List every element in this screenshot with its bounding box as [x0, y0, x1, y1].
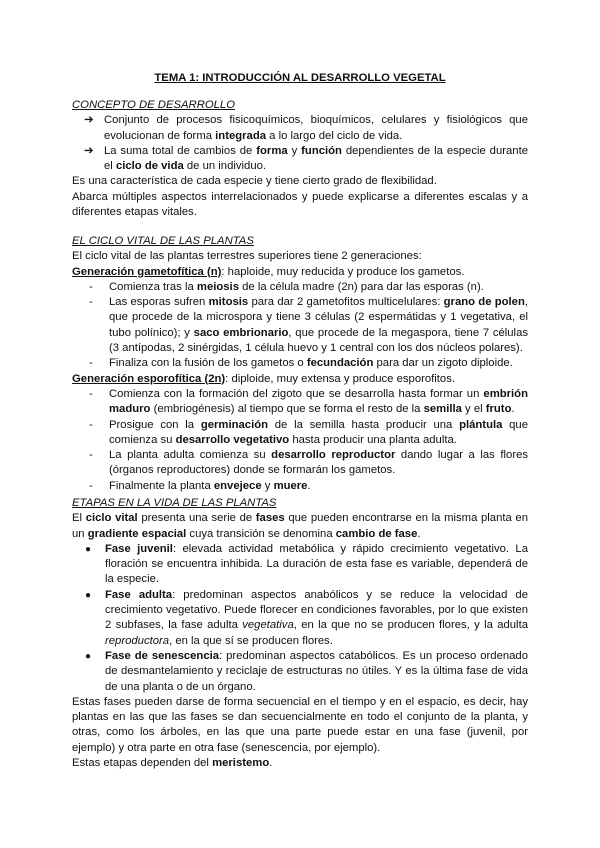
arrow-icon: ➔	[84, 144, 94, 157]
dash-item: - Finalmente la planta envejece y muere.	[89, 479, 311, 492]
section-heading: CONCEPTO DE DESARROLLO	[72, 99, 236, 111]
paragraph: Estas fases pueden darse de forma secuencial en el tiempo y en el espacio, es decir, hay plantas en las que las fases se dan secuencialmente en todo el conjunto de la planta, y otras, como los árboles, en las que una parte puede estar en una fase (juvenil, por ejemplo) y otra parte en otra fase (senescencia, por ejemplo).	[72, 695, 528, 754]
section-heading: ETAPAS EN LA VIDA DE LAS PLANTAS	[72, 497, 277, 509]
paragraph: El ciclo vital de las plantas terrestres superiores tiene 2 generaciones:	[72, 250, 422, 263]
dash-item: - Prosigue con la germinación de la semilla hasta producir una plántula que comienza su desarrollo vegetativo hasta producir una planta adulta.	[89, 418, 528, 446]
paragraph: Es una característica de cada especie y tiene cierto grado de flexibilidad.	[72, 175, 437, 188]
generation-line: Generación esporofítica (2n): diploide, muy extensa y produce esporofitos.	[72, 372, 456, 385]
bullet-item: ● Fase de senescencia: predominan aspectos catabólicos. Es un proceso ordenado de desmantelamiento y reciclaje de estructuras no útiles. Y es la última fase de vida de una planta o de un órgano.	[85, 649, 528, 695]
bullet-icon: ●	[85, 650, 92, 662]
section-heading: EL CICLO VITAL DE LAS PLANTAS	[72, 235, 254, 247]
arrow-item	[84, 144, 528, 175]
arrow-item-text: Conjunto de procesos fisicoquímicos, bioquímicos, celulares y fisiológicos que evolucionan de forma integrada a lo largo del ciclo de vida.	[104, 114, 528, 142]
generation-line: Generación gametofítica (n): haploide, muy reducida y produce los gametos.	[72, 265, 465, 278]
section-etapas	[72, 496, 528, 771]
dash-item: - Comienza tras la meiosis de la célula madre (2n) para dar las esporas (n).	[89, 280, 484, 293]
bullet-icon: ●	[85, 543, 92, 555]
dash-item: - La planta adulta comienza su desarrollo reproductor dando lugar a las flores (órganos reproductores) donde se formarán los gametos.	[89, 449, 529, 477]
section-ciclo-vital	[72, 234, 528, 494]
arrow-icon: ➔	[84, 114, 94, 127]
dash-item: - Comienza con la formación del zigoto que se desarrolla hasta formar un embrión maduro (embriogénesis) al tiempo que se forma el resto de la semilla y el fruto.	[89, 387, 528, 416]
dash-item: - Finaliza con la fusión de los gametos o fecundación para dar un zigoto diploide.	[89, 357, 513, 370]
arrow-item	[84, 113, 528, 144]
bullet-item: ● Fase adulta: predominan aspectos anabólicos y se reduce la velocidad de crecimiento vegetativo. Puede florecer en condiciones favorables, por lo que existen 2 subfases, la fase adulta vegetativa, en la que no se producen flores, y la adulta reproductora, en la que sí se producen flores.	[85, 588, 528, 649]
paragraph: El ciclo vital presenta una serie de fases que pueden encontrarse en la misma planta en un gradiente espacial cuya transición se denomina cambio de fase.	[72, 512, 528, 540]
dash-item: - Las esporas sufren mitosis para dar 2 gametofitos multicelulares: grano de polen, que procede de la microspora y tiene 3 células (2 espermátidas y 1 vegetativa, el tubo polínico); y saco embrionario, que procede de la megaspora, tiene 7 células (3 antípodas, 2 sinérgidas, 1 célula huevo y 1 central con los dos núcleos polares).	[89, 296, 529, 355]
bullet-item: ● Fase juvenil: elevada actividad metabólica y rápido crecimiento vegetativo. La floración se encuentra inhibida. La duración de esta fase es variable, dependerá de la especie.	[85, 542, 528, 588]
paragraph: Estas etapas dependen del meristemo.	[72, 757, 273, 770]
paragraph: Abarca múltiples aspectos interrelacionados y puede explicarse a diferentes escalas y a diferentes etapas vitales.	[72, 190, 528, 219]
bullet-icon: ●	[85, 589, 92, 601]
arrow-item-text: La suma total de cambios de forma y función dependientes de la especie durante el ciclo de vida de un individuo.	[104, 144, 528, 173]
section-concepto	[72, 98, 528, 220]
page-title: TEMA 1: INTRODUCCIÓN AL DESARROLLO VEGETAL	[154, 72, 446, 84]
